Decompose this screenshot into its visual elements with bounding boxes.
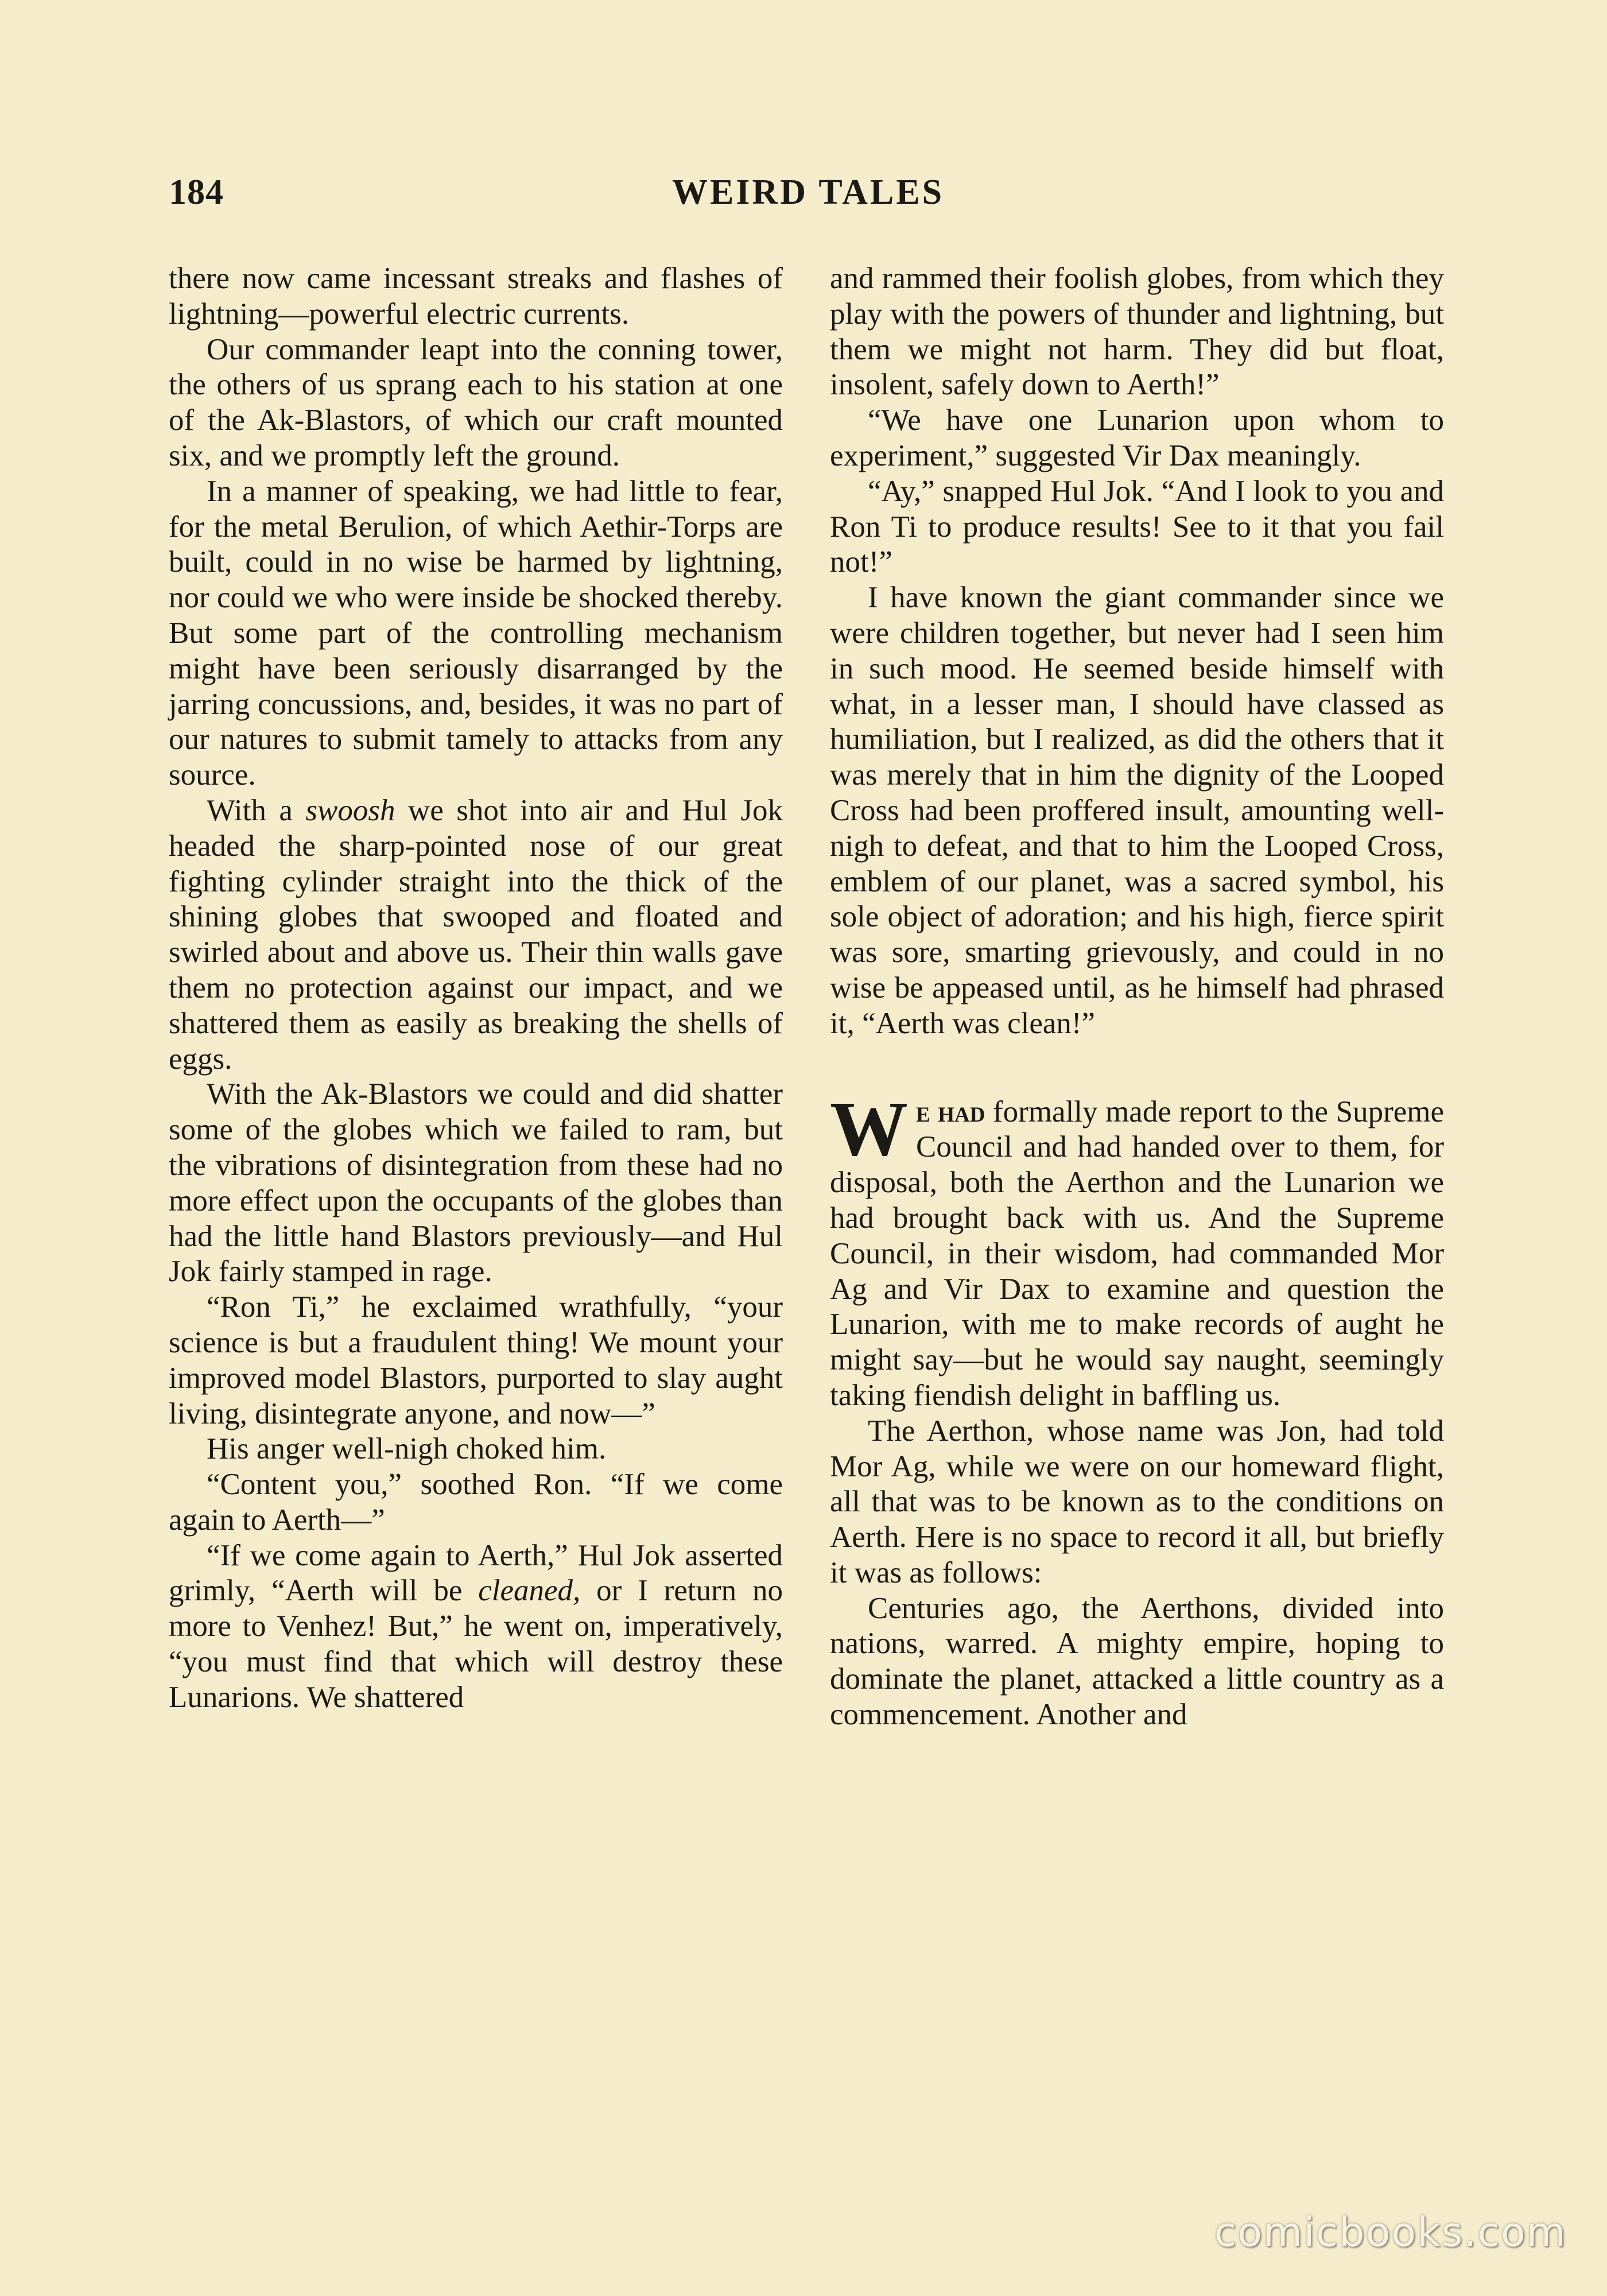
paragraph: Our commander leapt into the conning tower, the others of us sprang each to his station at one of the Ak-Blastors, of which our craft mounted six, and we promptly left the ground.: [169, 332, 783, 472]
paragraph: In a manner of speaking, we had little to fear, for the metal Berulion, of which Aethir-Torps are built, could in no wise be harmed by lightning, nor could we who were inside be shocked thereby. But some part of the controlling mechanism might have been seriously disarranged by the jarring concussions, and, besides, it was no part of our natures to submit tamely to attacks from any source.: [169, 474, 783, 792]
paragraph: Centuries ago, the Aerthons, divided into nations, warred. A mighty empire, hoping to dominate the planet, attacked a little country as a commencement. Another and: [830, 1591, 1444, 1732]
paragraph: His anger well-nigh choked him.: [207, 1432, 607, 1466]
running-title: WEIRD TALES: [671, 173, 945, 212]
paragraph: I have known the giant commander since we were children together, but never had I seen him in such mood. He seemed beside himself with what, in a lesser man, I should have classed as humiliation, but I realized, as did the others that it was merely that in him the dignity of the Looped Cross had been proffered insult, amounting well-nigh to defeat, and that to him the Looped Cross, emblem of our planet, was a sacred symbol, his sole object of adoration; and his high, fierce spirit was sore, smarting grievously, and could in no wise be appeased until, as he himself had phrased it, “Aerth was clean!”: [830, 581, 1444, 1040]
small-caps-lead: e had: [916, 1095, 985, 1128]
text-run: With a: [207, 793, 306, 827]
paragraph: “Content you,” soothed Ron. “If we come again to Aerth—”: [169, 1468, 783, 1537]
section-break: [830, 1042, 1444, 1095]
drop-cap: W: [830, 1085, 908, 1172]
section-opening-paragraph: [830, 1085, 1444, 1414]
left-column: [169, 261, 783, 1716]
page-header: [169, 172, 1447, 224]
watermark: comicbooks.com: [1214, 2209, 1567, 2256]
right-column: [830, 261, 1444, 1733]
paragraph: “Ay,” snapped Hul Jok. “And I look to you and Ron Ti to produce results! See to it that you fail not!”: [830, 474, 1444, 579]
text-run: formally made report to the Supreme Council and had handed over to them, for disposal, both the Aerthon and the Lunarion we had brought back with us. And the Supreme Council, in their wisdom, had commanded Mor Ag and Vir Dax to examine and question the Lunarion, with me to make records of aught he might say—but he would say naught, seemingly taking fiendish delight in baffling us.: [830, 1095, 1444, 1412]
text-run: we shot into air and Hul Jok headed the sharp-pointed nose of our great fighting cylinder straight into the thick of the shining globes that swooped and floated and swirled about and above us. Their thin walls gave them no protection against our impact, and we shattered them as easily as breaking the shells of eggs.: [169, 793, 783, 1076]
paragraph: and rammed their foolish globes, from which they play with the powers of thunder and lightning, but them we might not harm. They did but float, insolent, safely down to Aerth!”: [830, 262, 1444, 402]
text-run: “If we come again to Aerth,” Hul Jok asserted grimly, “Aerth will be: [169, 1538, 783, 1608]
paragraph: [169, 1538, 783, 1716]
paragraph: With the Ak-Blastors we could and did shatter some of the globes which we failed to ram, but the vibrations of disintegration from these had no more effect upon the occupants of the globes than had the little hand Blastors previously—and Hul Jok fairly stamped in rage.: [169, 1077, 783, 1289]
paragraph: “Ron Ti,” he exclaimed wrathfully, “your science is but a fraudulent thing! We mount your improved model Blastors, purported to slay aught living, disintegrate anyone, and now—”: [169, 1290, 783, 1430]
paragraph: The Aerthon, whose name was Jon, had told Mor Ag, while we were on our homeward flight, all that was to be known as to the conditions on Aerth. Here is no space to record it all, but briefly it was as follows:: [830, 1414, 1444, 1589]
paragraph: there now came incessant streaks and flashes of lightning—powerful electric currents.: [169, 262, 783, 331]
page-number: 184: [169, 173, 224, 212]
italic-text: cleaned,: [478, 1574, 581, 1608]
paragraph: “We have one Lunarion upon whom to experiment,” suggested Vir Dax meaningly.: [830, 404, 1444, 472]
paragraph: [169, 793, 783, 1077]
italic-text: swoosh: [305, 793, 395, 827]
text-run: or I return no more to Venhez! But,” he went on, imperatively, “you must find that which will destroy these Lunarions. We shattered: [169, 1574, 783, 1714]
